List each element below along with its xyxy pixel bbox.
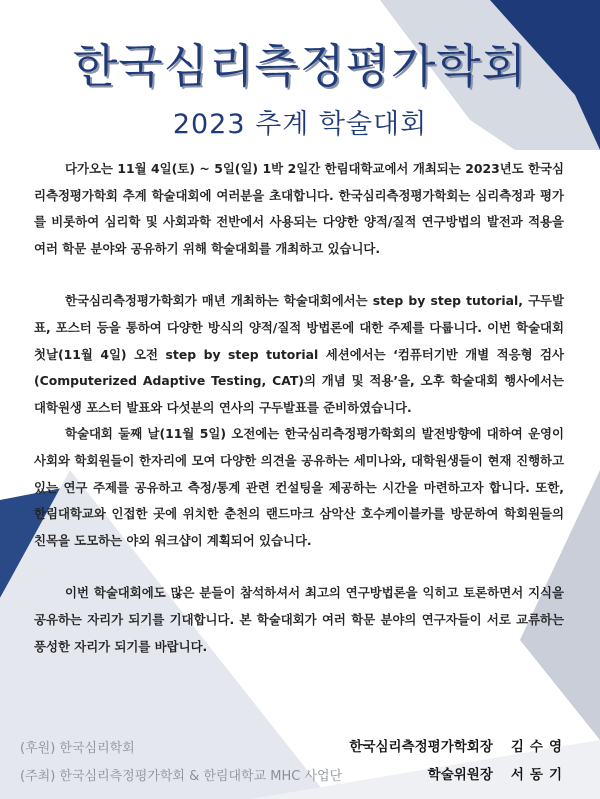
host-line: (주최) 한국심리측정평가학회 & 한림대학교 MHC 사업단 <box>20 769 343 784</box>
academic-chair-name: 서동기 <box>510 767 568 783</box>
president-title: 한국심리측정평가학회장 <box>349 739 493 755</box>
signature-president <box>349 735 568 755</box>
sponsor-line: (후원) 한국심리학회 <box>20 741 135 756</box>
footer <box>0 728 600 799</box>
paragraph-closing: 이번 학술대회에도 많은 분들이 참석하셔서 최고의 연구방법론을 익히고 토론하면서 지식을 공유하는 자리가 되기를 기대합니다. 본 학술대회가 여러 학문 분야의 연구자들이 서로 교류하는 풍성한 자리가 되기를 바랍니다. <box>34 585 564 654</box>
academic-chair-title: 학술위원장 <box>427 767 493 783</box>
page-title: 한국심리측정평가학회 <box>72 39 528 93</box>
page-subtitle: 2023 추계 학술대회 <box>172 109 428 140</box>
paragraph-day-two: 학술대회 둘째 날(11월 5일) 오전에는 한국심리측정평가학회의 발전방향에 대하여 운영이사회와 학회원들이 한자리에 모여 다양한 의견을 공유하는 세미나와, 대학원생들이 현재 진행하고 있는 연구 주제를 공유하고 측정/통계 관련 컨설팅을 제공하는 시간을 마련하고자 합니다. 또한, 한림대학교와 인접한 곳에 위치한 춘천의 랜드마크 삼악산 호수케이블카를 방문하여 학회원들의 친목을 도모하는 야외 워크샵이 계획되어 있습니다. <box>34 426 564 548</box>
invitation-body <box>34 156 564 660</box>
signature-academic-chair <box>428 763 568 783</box>
president-name: 김수영 <box>510 739 568 755</box>
paragraph-intro: 다가오는 11월 4일(토) ~ 5일(일) 1박 2일간 한림대학교에서 개최되는 2023년도 한국심리측정평가학회 추계 학술대회에 여러분을 초대합니다. 한국심리측정평가학회는 심리측정과 평가를 비롯하여 심리학 및 사회과학 전반에서 사용되는 다양한 양적/질적 연구방법의 발전과 적용을 여러 학문 분야와 공유하기 위해 학술대회를 개최하고 있습니다. <box>34 161 564 256</box>
paragraph-day-one: 한국심리측정평가학회가 매년 개최하는 학술대회에서는 step by step tutorial, 구두발표, 포스터 등을 통하여 다양한 방식의 양적/질적 방법론에 대한 주제를 다룹니다. 이번 학술대회 첫날(11월 4일) 오전 step by step tutorial 세션에서는 ‘컴퓨터기반 개별 적응형 검사(Computerized Adaptive Testing, CAT)의 개념 및 적용’을, 오후 학술대회 행사에서는 대학원생 포스터 발표와 다섯분의 연사의 구두발표를 준비하였습니다. <box>34 293 564 415</box>
